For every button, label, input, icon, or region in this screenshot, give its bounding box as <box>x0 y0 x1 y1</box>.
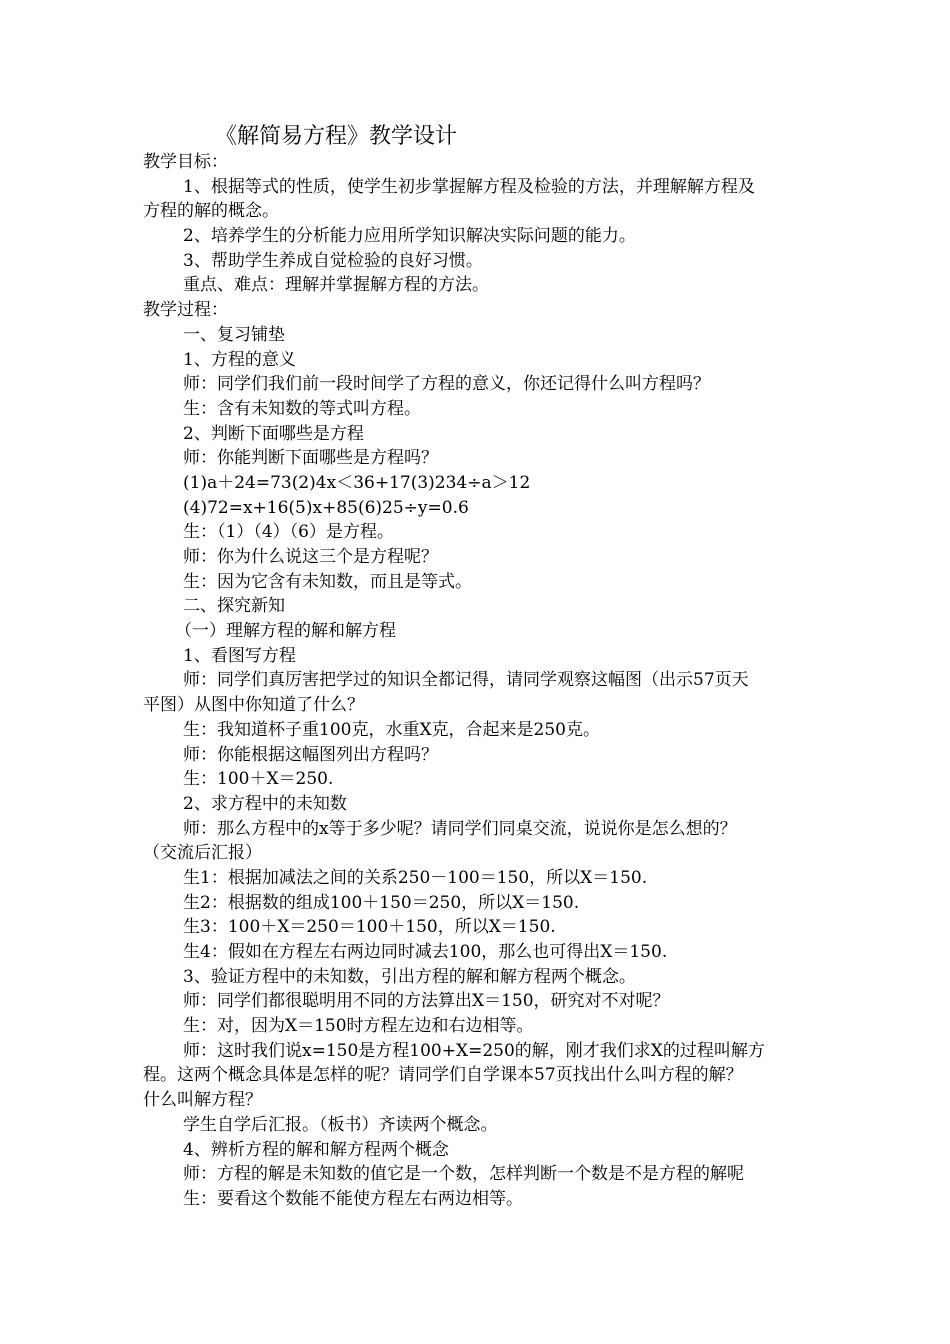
paragraph-line: 2、判断下面哪些是方程 <box>183 423 364 444</box>
paragraph-line: 什么叫解方程？ <box>143 1090 262 1111</box>
paragraph-line: 师：你能判断下面哪些是方程吗？ <box>183 448 438 469</box>
paragraph-line: 生：含有未知数的等式叫方程。 <box>183 398 421 419</box>
paragraph-line: 师：方程的解是未知数的值它是一个数，怎样判断一个数是不是方程的解呢 <box>183 1164 744 1185</box>
paragraph-line: 重点、难点：理解并掌握解方程的方法。 <box>183 275 489 296</box>
paragraph-line: 方程的解的概念。 <box>143 201 279 222</box>
paragraph-line: 师：那么方程中的x等于多少呢？请同学们同桌交流，说说你是怎么想的？ <box>183 818 737 839</box>
paragraph-line: 3、验证方程中的未知数，引出方程的解和解方程两个概念。 <box>183 966 636 987</box>
paragraph-line: 生：100＋X＝250. <box>183 769 334 790</box>
paragraph-line: 生2：根据数的组成100＋150＝250，所以X＝150. <box>183 892 580 913</box>
document-title: 《解简易方程》教学设计 <box>215 124 458 149</box>
paragraph-line: 教学目标： <box>143 152 228 172</box>
paragraph-line: 1、看图写方程 <box>183 645 296 666</box>
paragraph-line: 1、根据等式的性质，使学生初步掌握解方程及检验的方法，并理解解方程及 <box>183 176 755 197</box>
paragraph-line: 生3：100＋X＝250＝100＋150，所以X＝150. <box>183 917 556 938</box>
paragraph-line: 学生自学后汇报。（板书）齐读两个概念。 <box>183 1114 498 1135</box>
paragraph-line: 程。这两个概念具体是怎样的呢？请同学们自学课本57页找出什么叫方程的解？ <box>143 1065 743 1086</box>
document-body <box>143 150 813 1212</box>
paragraph-line: 师：同学们都很聪明用不同的方法算出X＝150，研究对不对呢？ <box>183 991 670 1012</box>
paragraph-line: (1)a＋24=73(2)4x＜36+17(3)234÷a＞12 <box>183 472 531 493</box>
paragraph-line: 生4：假如在方程左右两边同时减去100，那么也可得出X＝150. <box>183 942 668 962</box>
paragraph-line: 生：要看这个数能不能使方程左右两边相等。 <box>183 1188 523 1209</box>
paragraph-line: 师：同学们真厉害把学过的知识全都记得，请同学观察这幅图（出示57页天 <box>183 670 749 691</box>
paragraph-line: 2、求方程中的未知数 <box>183 793 347 814</box>
paragraph-line: 师：这时我们说x=150是方程100+X=250的解，刚才我们求X的过程叫解方 <box>183 1040 765 1061</box>
paragraph-line: (4)72=x+16(5)x+85(6)25÷y=0.6 <box>183 497 469 518</box>
paragraph-line: 4、辨析方程的解和解方程两个概念 <box>183 1139 449 1160</box>
paragraph-line: 1、方程的意义 <box>183 349 296 370</box>
paragraph-line: 生：因为它含有未知数，而且是等式。 <box>183 571 472 592</box>
paragraph-line: 生：对，因为X＝150时方程左边和右边相等。 <box>183 1016 534 1037</box>
paragraph-line: 师：你能根据这幅图列出方程吗？ <box>183 744 438 765</box>
paragraph-line: 教学过程： <box>143 300 228 321</box>
paragraph-line: 二、探究新知 <box>183 596 285 617</box>
paragraph-line: 3、帮助学生养成自觉检验的良好习惯。 <box>183 250 483 271</box>
paragraph-line: 师：同学们我们前一段时间学了方程的意义，你还记得什么叫方程吗？ <box>183 374 710 395</box>
paragraph-line: 2、培养学生的分析能力应用所学知识解决实际问题的能力。 <box>183 226 636 247</box>
paragraph-line: 师：你为什么说这三个是方程呢？ <box>183 547 438 567</box>
paragraph-line: 生：我知道杯子重100克，水重X克，合起来是250克。 <box>183 719 600 740</box>
paragraph-line: （交流后汇报） <box>143 843 262 864</box>
paragraph-line: 生：（1）（4）（6）是方程。 <box>183 522 394 543</box>
paragraph-line: （一）理解方程的解和解方程 <box>175 621 396 642</box>
paragraph-line: 平图）从图中你知道了什么？ <box>143 695 364 716</box>
paragraph-line: 一、复习铺垫 <box>183 324 285 345</box>
paragraph-line: 生1：根据加减法之间的关系250－100＝150，所以X＝150. <box>183 867 648 888</box>
